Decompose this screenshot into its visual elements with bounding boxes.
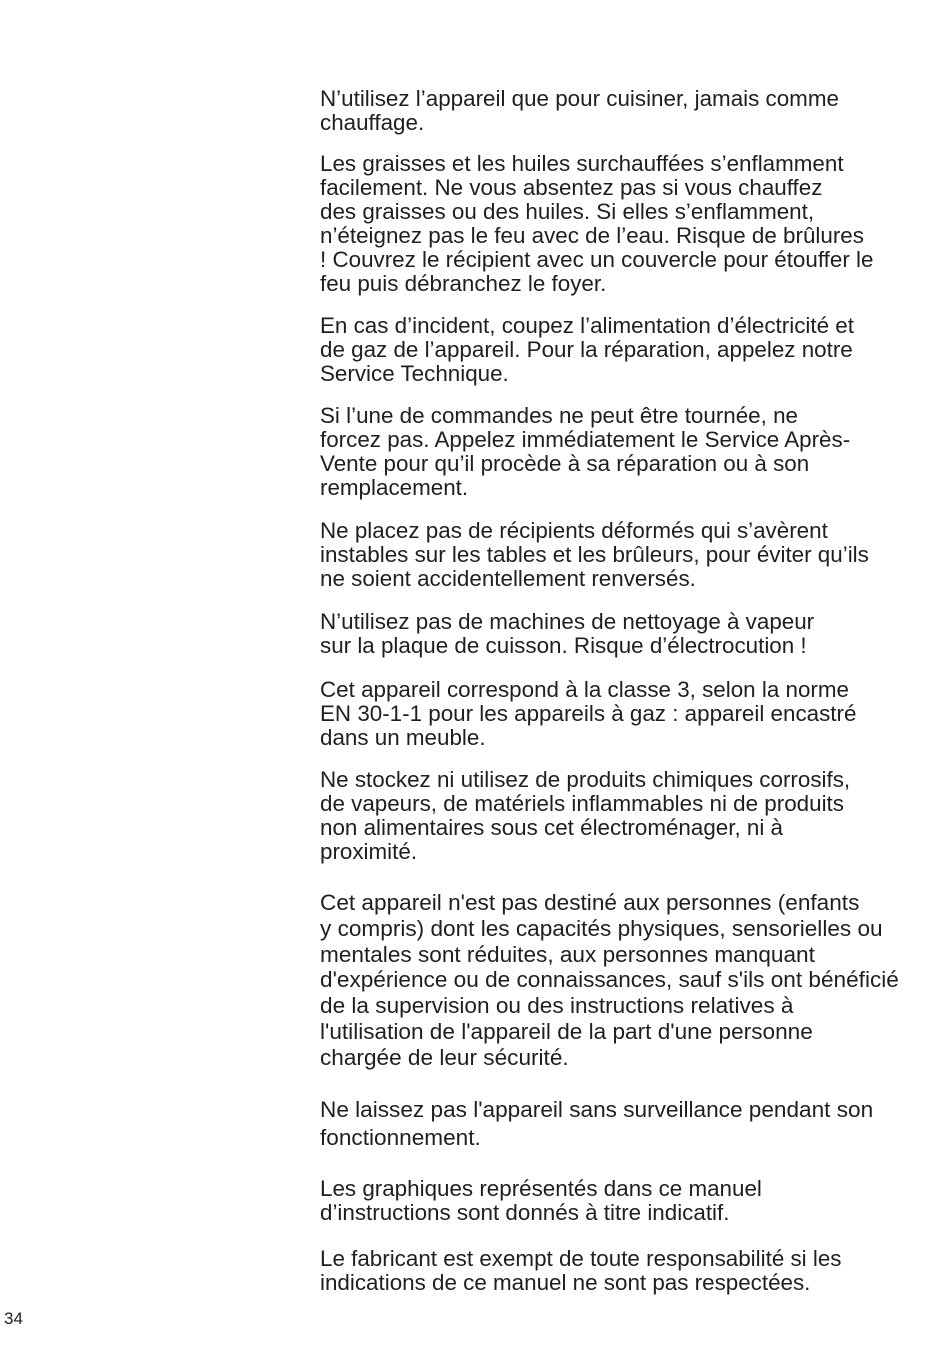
- paragraph-incident: [320, 314, 854, 386]
- text-line: facilement. Ne vous absentez pas si vous chauffez: [320, 175, 823, 200]
- text-line: feu puis débranchez le foyer.: [320, 271, 607, 296]
- text-line: Cet appareil n'est pas destiné aux personnes (enfants: [320, 890, 860, 915]
- text-line: de vapeurs, de matériels inflammables ni de produits: [320, 791, 844, 816]
- paragraph-controls-stuck: [320, 404, 850, 500]
- text-line: Si l’une de commandes ne peut être tournée, ne: [320, 403, 798, 428]
- text-line: ne soient accidentellement renversés.: [320, 566, 696, 591]
- text-line: Le fabricant est exempt de toute responsabilité si les: [320, 1246, 842, 1271]
- paragraph-reduced-capacity-persons: [320, 890, 899, 1071]
- text-line: chargée de leur sécurité.: [320, 1044, 569, 1070]
- text-line: l'utilisation de l'appareil de la part d'une personne: [320, 1018, 813, 1044]
- text-line: indications de ce manuel ne sont pas respectées.: [320, 1270, 811, 1295]
- text-line: proximité.: [320, 839, 418, 864]
- text-line: EN 30-1-1 pour les appareils à gaz : appareil encastré: [320, 701, 857, 726]
- paragraph-deformed-vessels: [320, 519, 869, 591]
- paragraph-graphics-indicative: [320, 1177, 762, 1225]
- text-line: de gaz de l’appareil. Pour la réparation, appelez notre: [320, 337, 853, 362]
- text-line: Ne placez pas de récipients déformés qui s’avèrent: [320, 518, 828, 543]
- paragraph-chemical-storage: [320, 768, 850, 864]
- text-line: remplacement.: [320, 475, 469, 500]
- paragraph-manufacturer-liability: [320, 1247, 842, 1295]
- text-line: instables sur les tables et les brûleurs, pour éviter qu’ils: [320, 542, 869, 567]
- paragraph-cooking-only: [320, 87, 839, 135]
- text-line: En cas d’incident, coupez l’alimentation d’électricité et: [320, 313, 854, 338]
- text-line: Service Technique.: [320, 361, 509, 386]
- paragraph-steam-cleaners: [320, 610, 814, 658]
- text-line: non alimentaires sous cet électroménager, ni à: [320, 815, 783, 840]
- text-line: d’instructions sont donnés à titre indicatif.: [320, 1200, 730, 1225]
- text-line: y compris) dont les capacités physiques, sensorielles ou: [320, 915, 883, 941]
- text-line: forcez pas. Appelez immédiatement le Service Après-: [320, 427, 851, 452]
- text-line: sur la plaque de cuisson. Risque d’électrocution !: [320, 633, 807, 658]
- text-line: mentales sont réduites, aux personnes manquant: [320, 941, 815, 967]
- text-line: fonctionnement.: [320, 1125, 481, 1150]
- text-line: Vente pour qu’il procède à sa réparation ou à son: [320, 451, 810, 476]
- text-line: Les graisses et les huiles surchauffées s’enflamment: [320, 151, 844, 176]
- text-line: n’éteignez pas le feu avec de l’eau. Risque de brûlures: [320, 223, 864, 248]
- text-line: d'expérience ou de connaissances, sauf s'ils ont bénéficié: [320, 967, 899, 993]
- text-line: N’utilisez pas de machines de nettoyage à vapeur: [320, 609, 815, 634]
- text-line: dans un meuble.: [320, 725, 486, 750]
- paragraph-appliance-class: [320, 678, 856, 750]
- text-line: des graisses ou des huiles. Si elles s’enflamment,: [320, 199, 815, 224]
- text-line: chauffage.: [320, 110, 425, 135]
- text-line: Ne laissez pas l'appareil sans surveillance pendant son: [320, 1097, 874, 1122]
- text-line: Ne stockez ni utilisez de produits chimiques corrosifs,: [320, 767, 851, 792]
- paragraph-hot-oil-fire: [320, 152, 873, 296]
- text-line: ! Couvrez le récipient avec un couvercle pour étouffer le: [320, 247, 874, 272]
- text-line: N’utilisez l’appareil que pour cuisiner, jamais comme: [320, 86, 839, 111]
- paragraph-supervision: [320, 1096, 873, 1152]
- text-line: Les graphiques représentés dans ce manuel: [320, 1176, 762, 1201]
- text-line: de la supervision ou des instructions relatives à: [320, 993, 794, 1019]
- page-number: 34: [4, 1309, 23, 1328]
- text-line: Cet appareil correspond à la classe 3, selon la norme: [320, 677, 849, 702]
